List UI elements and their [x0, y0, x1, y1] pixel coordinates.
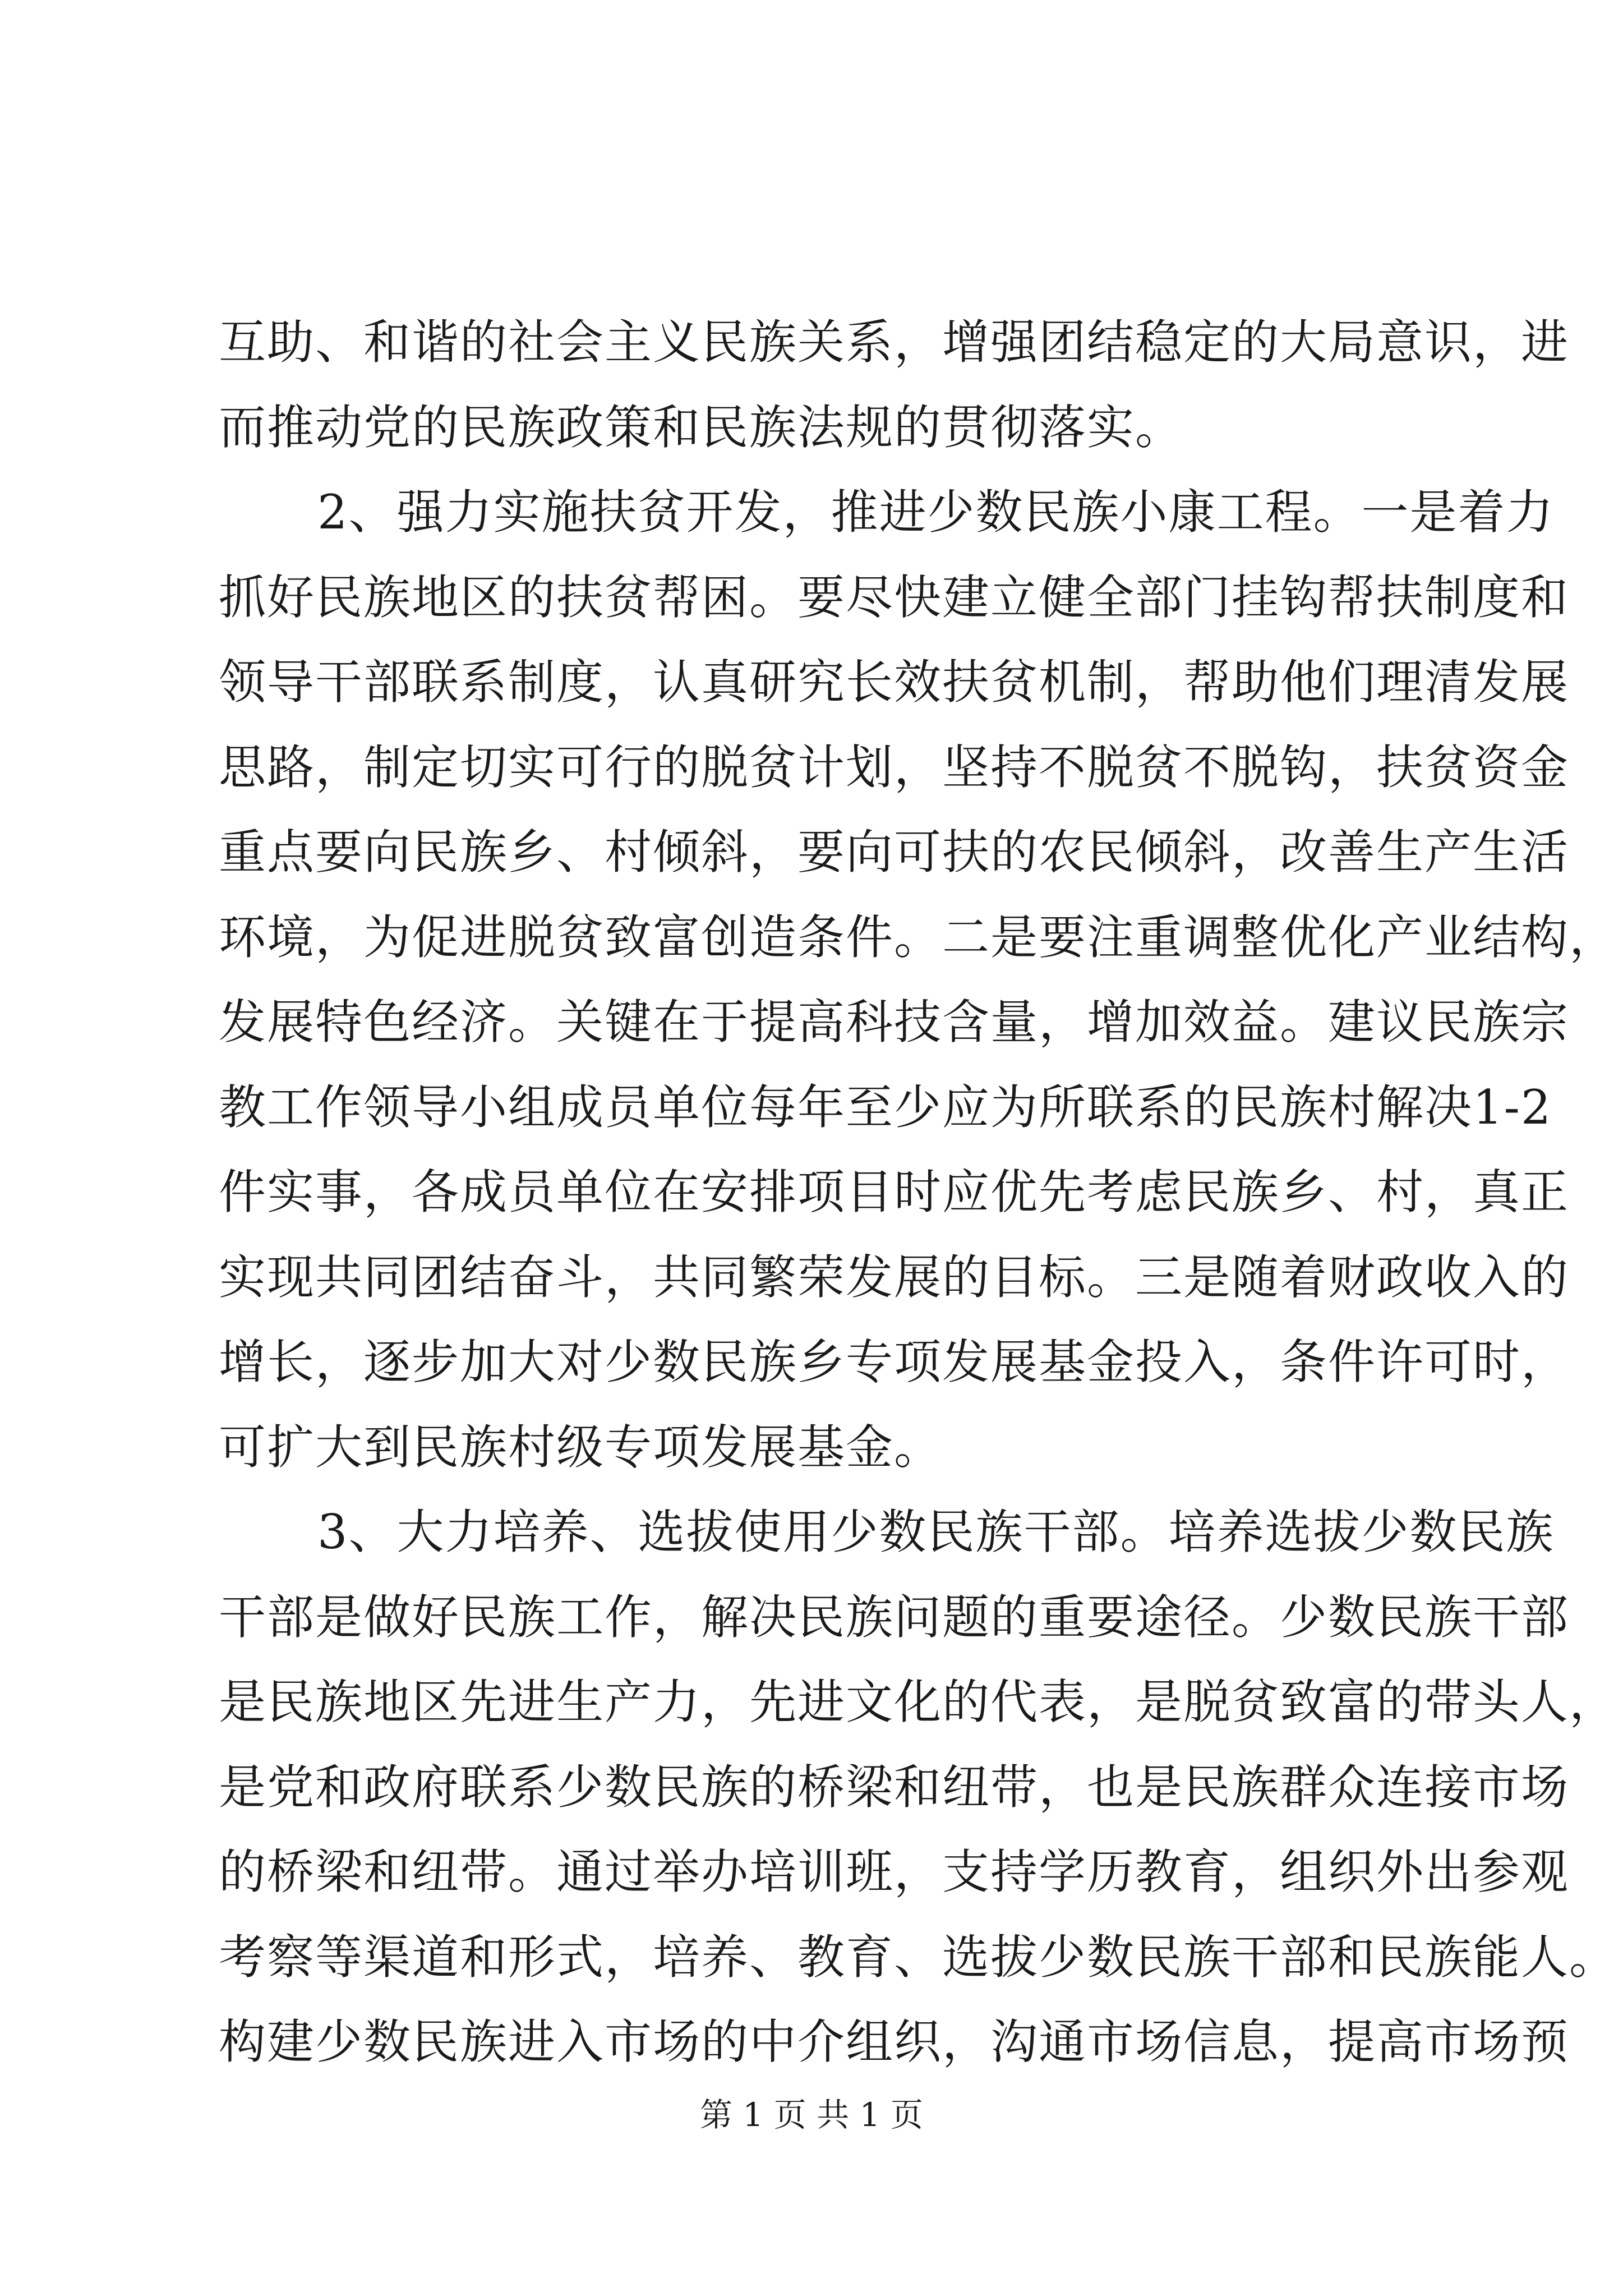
text-line: 2、强力实施扶贫开发，推进少数民族小康工程。一是着力 [317, 485, 1555, 540]
text-line: 件实事，各成员单位在安排项目时应优先考虑民族乡、村，真正 [219, 1165, 1570, 1220]
text-line: 考察等渠道和形式，培养、教育、选拔少数民族干部和民族能人。 [219, 1929, 1618, 1985]
text-line: 干部是做好民族工作，解决民族问题的重要途径。少数民族干部 [219, 1589, 1570, 1645]
text-line: 发展特色经济。关键在于提高科技含量，增加效益。建议民族宗 [219, 995, 1570, 1050]
text-line: 思路，制定切实可行的脱贫计划，坚持不脱贫不脱钩，扶贫资金 [219, 739, 1570, 795]
text-line: 而推动党的民族政策和民族法规的贯彻落实。 [219, 399, 1184, 455]
text-line: 构建少数民族进入市场的中介组织，沟通市场信息，提高市场预 [219, 2014, 1570, 2069]
text-line: 环境，为促进脱贫致富创造条件。二是要注重调整优化产业结构， [219, 909, 1618, 965]
text-line: 可扩大到民族村级专项发展基金。 [219, 1419, 943, 1475]
text-line: 是党和政府联系少数民族的桥梁和纽带，也是民族群众连接市场 [219, 1759, 1570, 1815]
text-line: 增长，逐步加大对少数民族乡专项发展基金投入，条件许可时， [219, 1335, 1570, 1389]
text-line: 3、大力培养、选拔使用少数民族干部。培养选拔少数民族 [317, 1504, 1555, 1559]
text-line: 是民族地区先进生产力，先进文化的代表，是脱贫致富的带头人， [219, 1674, 1618, 1729]
document-body [219, 300, 1618, 2085]
text-line: 互助、和谐的社会主义民族关系，增强团结稳定的大局意识，进 [219, 315, 1570, 370]
text-line: 重点要向民族乡、村倾斜，要向可扶的农民倾斜，改善生产生活 [219, 825, 1570, 880]
text-line: 抓好民族地区的扶贫帮困。要尽快建立健全部门挂钩帮扶制度和 [219, 569, 1570, 625]
page-footer: 第 1 页 共 1 页 [700, 2096, 923, 2134]
text-line: 实现共同团结奋斗，共同繁荣发展的目标。三是随着财政收入的 [219, 1249, 1570, 1305]
text-line: 的桥梁和纽带。通过举办培训班，支持学历教育，组织外出参观 [219, 1844, 1570, 1899]
text-line: 领导干部联系制度，认真研究长效扶贫机制，帮助他们理清发展 [219, 655, 1570, 710]
text-line: 教工作领导小组成员单位每年至少应为所联系的民族村解决1-2 [219, 1079, 1552, 1135]
